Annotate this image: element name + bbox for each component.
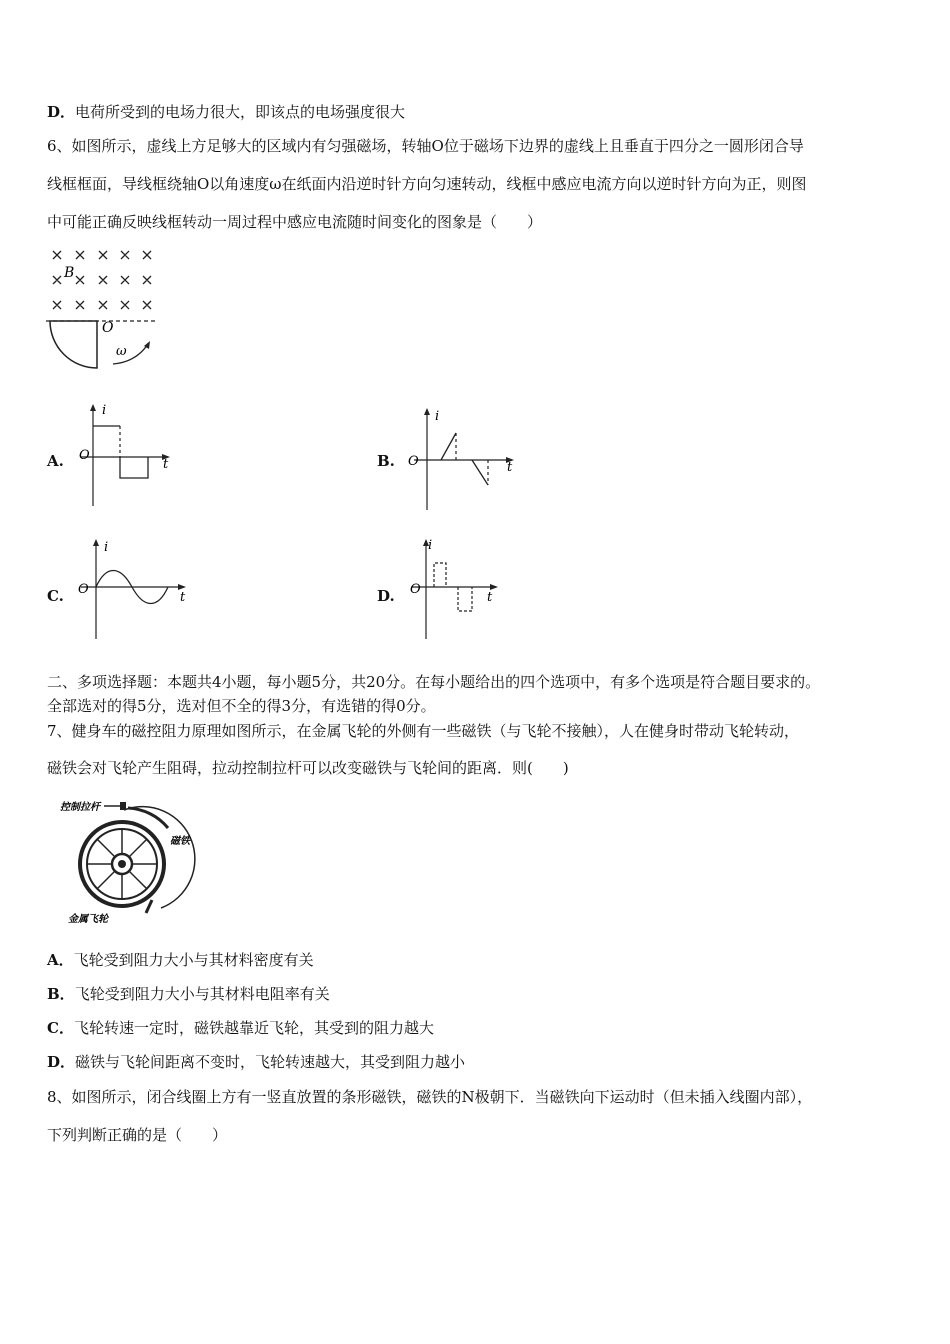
q6-option-a-label[interactable]: A. <box>47 452 64 470</box>
q6-stem-line-3: 中可能正确反映线框转动一周过程中感应电流随时间变化的图象是（ ） <box>47 213 543 231</box>
magnet-label: 磁铁 <box>170 836 190 847</box>
option-label: C． <box>47 1019 74 1037</box>
q6-option-c-graph[interactable] <box>76 535 196 643</box>
q8-stem-line-1: 8、如图所示，闭合线圈上方有一竖直放置的条形磁铁，磁铁的N极朝下．当磁铁向下运动时（但未插入线圈内部）， <box>47 1088 813 1106</box>
origin-label: O <box>78 582 89 597</box>
option-text: 飞轮转速一定时，磁铁越靠近飞轮，其受到的阻力越大 <box>73 1019 434 1037</box>
magnet-arc <box>124 807 195 908</box>
q6-stem-line-1: 6、如图所示，虚线上方足够大的区域内有匀强磁场，转轴O位于磁场下边界的虚线上且垂直于四分之一圆形闭合导 <box>47 137 804 155</box>
lever-handle <box>120 802 126 810</box>
option-label: B． <box>47 985 75 1003</box>
q6-option-d-graph[interactable] <box>406 535 506 643</box>
q6-option-c-label[interactable]: C. <box>47 587 64 605</box>
q6-stem-line-2: 线框框面，导线框绕轴O以角速度ω在纸面内沿逆时针方向匀速转动，线框中感应电流方向以逆时针方向为正，则图 <box>47 175 807 193</box>
option-text: 飞轮受到阻力大小与其材料电阻率有关 <box>74 985 330 1003</box>
option-label: D． <box>47 103 76 121</box>
flywheel-label: 金属飞轮 <box>68 914 108 925</box>
option-label: D． <box>47 1053 76 1071</box>
y-axis-label: i <box>428 538 433 553</box>
lever-label: 控制拉杆 <box>60 802 100 813</box>
q7-option-c[interactable] <box>47 1018 434 1038</box>
q6-option-a-graph[interactable] <box>76 400 181 512</box>
q6-option-b-label[interactable]: B. <box>377 452 395 470</box>
q7-flywheel-figure <box>56 798 206 926</box>
x-axis-label: t <box>180 590 186 605</box>
q7-option-b[interactable] <box>47 984 330 1004</box>
x-axis-label: t <box>507 460 513 475</box>
origin-label: O <box>79 448 90 463</box>
axis-o-label: O <box>102 320 114 336</box>
origin-label: O <box>410 582 421 597</box>
q7-stem-line-1: 7、健身车的磁控阻力原理如图所示，在金属飞轮的外侧有一些磁铁（与飞轮不接触），人在健身时带动飞轮转动， <box>47 722 800 740</box>
option-label: A． <box>47 951 74 969</box>
q7-option-a[interactable] <box>47 950 314 970</box>
x-axis-label: t <box>163 457 169 472</box>
quarter-circle-frame <box>50 321 97 368</box>
q7-stem-line-2: 磁铁会对飞轮产生阻碍，拉动控制拉杆可以改变磁铁与飞轮间的距离．则( ) <box>47 759 569 777</box>
y-axis-label: i <box>102 403 107 418</box>
q6-magnetic-field-figure <box>40 240 170 375</box>
option-text: 电荷所受到的电场力很大，即该点的电场强度很大 <box>75 103 406 121</box>
q7-option-d[interactable] <box>47 1052 465 1072</box>
omega-label: ω <box>116 344 127 359</box>
prev-option-d <box>47 102 405 122</box>
option-text: 飞轮受到阻力大小与其材料密度有关 <box>73 951 314 969</box>
section-2-instructions-line-1: 二、多项选择题：本题共4小题，每小题5分，共20分。在每小题给出的四个选项中，有多个选项是符合题目要求的。 <box>47 673 821 691</box>
section-2-instructions-line-2: 全部选对的得5分，选对但不全的得3分，有选错的得0分。 <box>47 697 436 715</box>
y-axis-label: i <box>435 409 440 424</box>
x-axis-label: t <box>487 590 493 605</box>
y-axis-label: i <box>104 540 109 555</box>
q6-option-b-graph[interactable] <box>408 404 518 514</box>
q8-stem-line-2: 下列判断正确的是（ ） <box>47 1126 228 1144</box>
q6-option-d-label[interactable]: D. <box>377 587 395 605</box>
origin-label: O <box>408 454 419 469</box>
field-b-label: B <box>64 265 75 281</box>
option-text: 磁铁与飞轮间距离不变时，飞轮转速越大，其受到阻力越小 <box>75 1053 466 1071</box>
